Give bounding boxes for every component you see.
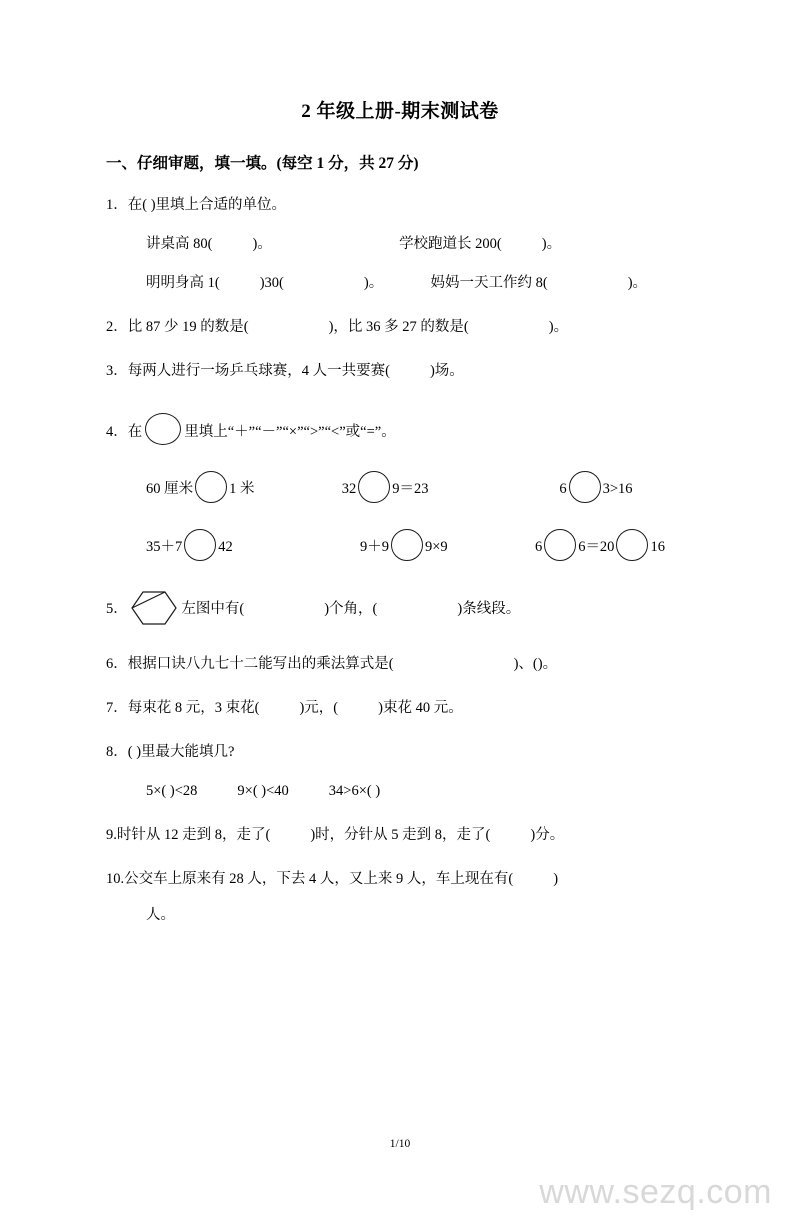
circle-blank-icon[interactable] (569, 471, 601, 503)
document-page (0, 96, 800, 1228)
question-4-row-2 (146, 529, 690, 561)
question-2-text-c: )。 (548, 319, 569, 336)
question-8 (106, 742, 690, 764)
question-9-text-a: 时针从 12 走到 8，走了( (116, 826, 271, 843)
section-heading: 一、仔细审题，填一填。(每空 1 分，共 27 分) (106, 155, 419, 172)
question-2-text-a: 比 87 少 19 的数是( (127, 319, 249, 336)
question-1 (106, 195, 690, 217)
q4-item-2-2 (360, 529, 448, 561)
question-5-text-a: 左图中有( (181, 600, 245, 617)
question-5-text-c: )条线段。 (457, 600, 521, 617)
q1-height-label: 明明身高 1( (146, 274, 220, 291)
q1-desk-height-label: 讲桌高 80( (146, 235, 213, 252)
q1-work-hours-label: 妈妈一天工作约 8( (430, 274, 548, 291)
question-9 (106, 825, 690, 847)
question-6 (106, 654, 690, 676)
question-4-row-1 (146, 471, 690, 503)
q8-item-1[interactable]: 5×( )<28 (146, 782, 198, 799)
question-10-text-a: 公交车上原来有 28 人，下去 4 人，又上来 9 人，车上现在有( (124, 870, 514, 887)
q4-item-1-3-left: 6 (559, 480, 567, 497)
q4-item-1-2 (342, 471, 429, 503)
question-3-text-a: 每两人进行一场乒乓球赛，4 人一共要赛( (127, 362, 390, 379)
question-6-number: 6． (106, 656, 128, 673)
q4-item-2-2-left: 9＋9 (360, 538, 389, 555)
q4-item-2-1 (146, 529, 233, 561)
question-10-text-c: 人。 (146, 907, 175, 924)
q4-item-1-1-left: 60 厘米 (146, 480, 194, 497)
q1-track-length-end: )。 (541, 235, 562, 252)
q1-height-end: )。 (363, 274, 384, 291)
q4-item-1-3-right: 3>16 (602, 480, 633, 497)
q1-height-mid: )30( (259, 274, 284, 291)
circle-blank-icon[interactable] (195, 471, 227, 503)
question-3-text-b: )场。 (429, 362, 464, 379)
question-1-number: 1． (106, 197, 128, 213)
question-7-text-b: )元，( (299, 700, 339, 717)
q1-track-length (399, 236, 561, 252)
question-10-text-b: ) (553, 870, 559, 887)
circle-blank-icon[interactable] (544, 529, 576, 561)
q1-work-hours-end: )。 (627, 274, 648, 291)
question-10 (106, 869, 690, 891)
q4-item-2-2-right: 9×9 (425, 538, 448, 555)
question-5-text-b: )个角，( (324, 600, 378, 617)
question-1-text: 在( )里填上合适的单位。 (127, 197, 287, 213)
question-5-number: 5． (106, 600, 128, 617)
q1-height (146, 275, 383, 291)
circle-blank-icon[interactable] (358, 471, 390, 503)
q4-item-2-3 (535, 529, 665, 561)
question-1-line-2 (146, 272, 690, 295)
q8-item-2[interactable]: 9×( )<40 (237, 782, 289, 799)
question-9-text-b: )时，分针从 5 走到 8，走了( (310, 826, 491, 843)
question-2-text-b: )，比 36 多 27 的数是( (328, 319, 469, 336)
question-5 (106, 591, 690, 633)
question-6-text-a: 根据口诀八九七十二能写出的乘法算式是( (127, 656, 394, 673)
question-4 (106, 413, 690, 445)
q4-item-1-1-right: 1 米 (229, 480, 255, 497)
q4-item-2-3-right2: 16 (650, 538, 665, 555)
question-10-number: 10. (106, 870, 125, 887)
hexagon-icon (131, 591, 177, 625)
question-4-text-before: 在 (127, 423, 143, 440)
question-3 (106, 361, 690, 383)
question-8-text: ( )里最大能填几? (127, 743, 235, 760)
question-9-text-c: )分。 (530, 826, 565, 843)
q4-item-2-1-right: 42 (218, 538, 233, 555)
question-4-text-after: 里填上“＋”“－”“×”“>”“<”或“=”。 (184, 423, 396, 440)
q4-item-1-1 (146, 471, 255, 503)
question-7-text-a: 每束花 8 元，3 束花( (127, 700, 260, 717)
q4-item-1-3 (559, 471, 632, 503)
circle-blank-icon[interactable] (616, 529, 648, 561)
question-2 (106, 317, 690, 339)
page-title: 2 年级上册-期末测试卷 (301, 101, 499, 122)
question-9-number: 9. (106, 826, 117, 843)
page-number: 1/10 (389, 1138, 411, 1150)
q1-desk-height (146, 236, 272, 252)
q4-item-1-2-right: 9＝23 (392, 480, 429, 497)
watermark: www.sezq.com (539, 1173, 772, 1211)
question-6-text-b: )、()。 (513, 656, 558, 673)
question-3-number: 3． (106, 362, 128, 379)
question-10-continued (146, 904, 690, 927)
circle-blank-icon[interactable] (145, 413, 181, 445)
question-4-number: 4． (106, 423, 128, 440)
question-7-text-c: )束花 40 元。 (378, 700, 463, 717)
q1-work-hours (430, 275, 647, 291)
circle-blank-icon[interactable] (184, 529, 216, 561)
q4-item-2-3-left: 6 (534, 538, 543, 555)
hexagon-figure (131, 591, 177, 633)
question-1-line-1 (146, 233, 690, 256)
q1-desk-height-end: )。 (252, 235, 272, 252)
question-7 (106, 698, 690, 720)
circle-blank-icon[interactable] (391, 529, 423, 561)
q4-item-2-1-left: 35＋7 (146, 538, 183, 555)
q4-item-1-2-left: 32 (341, 480, 357, 497)
question-7-number: 7． (106, 700, 128, 717)
q8-item-3[interactable]: 34>6×( ) (328, 782, 381, 799)
question-8-items (146, 780, 690, 803)
q1-track-length-label: 学校跑道长 200( (399, 235, 502, 252)
q4-item-2-3-right: 6＝20 (578, 538, 615, 555)
question-8-number: 8． (106, 743, 128, 760)
question-2-number: 2． (106, 319, 128, 336)
